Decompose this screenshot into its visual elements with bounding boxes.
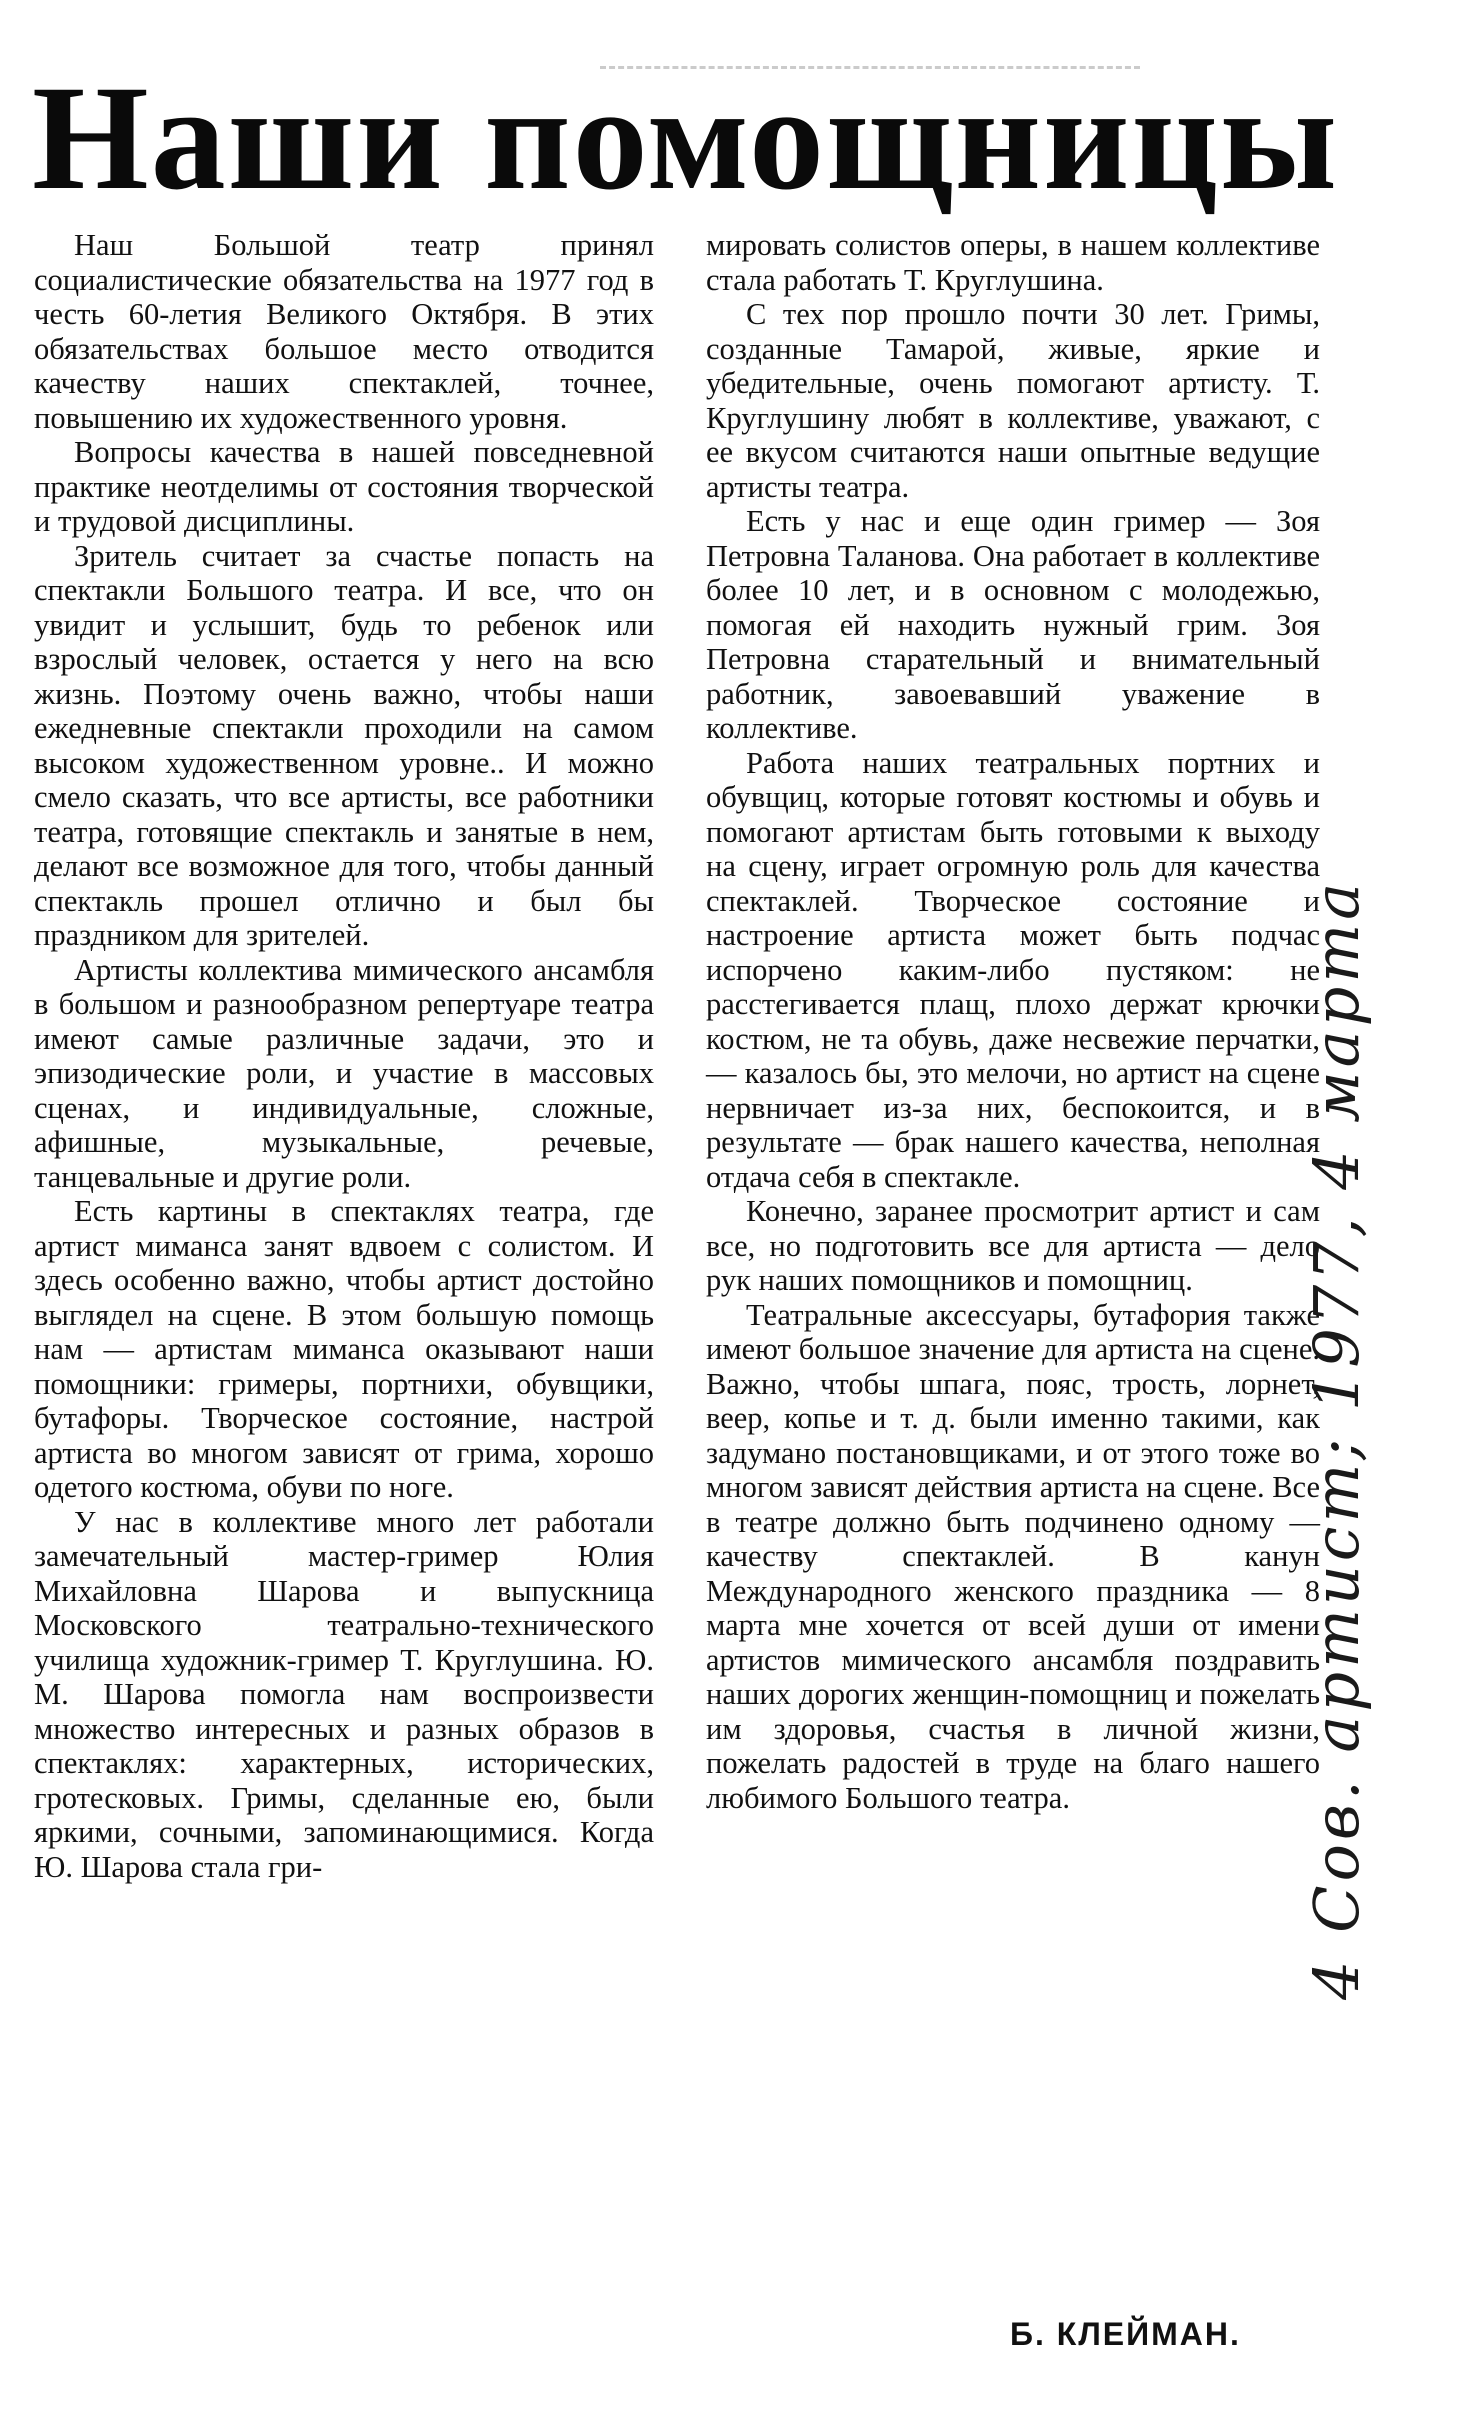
article-headline: Наши помощницы — [32, 55, 1340, 221]
paragraph: мировать солистов оперы, в нашем коллективе стала работать Т. Круглушина. — [706, 228, 1320, 297]
paragraph: Зритель считает за счастье попасть на спектакли Большого театра. И все, что он увидит и услышит, будь то ребенок или взрослый человек, остается у него на всю жизнь. Поэтому очень важно, чтобы наши ежедневные спектакли проходили на самом высоком художественном уровне.. И можно смело сказать, что все артисты, все работники театра, готовящие спектакль и занятые в нем, делают все возможное для того, чтобы данный спектакль прошел отлично и был бы праздником для зрителей. — [34, 538, 654, 952]
paragraph: Артисты коллектива мимического ансамбля в большом и разнообразном репертуаре театра имеют самые различные задачи, это и эпизодические роли, и участие в массовых сценах, и индивидуальные, сложные, афишные, музыкальные, речевые, танцевальные и другие роли. — [34, 952, 654, 1194]
paragraph: Есть у нас и еще один гример — Зоя Петровна Таланова. Она работает в коллективе более 10 лет, и в основном с молодежью, помогая ей находить нужный грим. Зоя Петровна старательный и внимательный работник, завоевавший уважение в коллективе. — [706, 504, 1320, 745]
paragraph: Есть картины в спектаклях театра, где артист миманса занят вдвоем с солистом. И здесь особенно важно, чтобы артист достойно выглядел на сцене. В этом большую помощь нам — артистам миманса оказывают наши помощники: гримеры, портнихи, обувщики, бутафоры. Творческое состояние, настрой артиста во многом зависят от грима, хорошо одетого костюма, обуви по ноге. — [34, 1194, 654, 1504]
right-column — [706, 228, 1320, 1815]
paragraph: Театральные аксессуары, бутафория также имеют большое значение для артиста на сцене. Важно, чтобы шпага, пояс, трость, лорнет, веер, копье и т. д. были именно такими, как задумано постановщиками, и от этого тоже во многом зависят действия артиста на сцене. Все в театре должно быть подчинено одному — качеству спектаклей. В канун Международного женского праздника — 8 марта мне хочется от всей души от имени артистов мимического ансамбля поздравить наших дорогих женщин-помощниц и пожелать им здоровья, счастья в личной жизни, пожелать радостей в труде на благо нашего любимого Большого театра. — [706, 1297, 1320, 1815]
handwritten-source-note: 4 Сов. артист; 1977, 4 марта — [1300, 878, 1373, 2000]
paragraph: У нас в коллективе много лет работали замечательный мастер-гример Юлия Михайловна Шарова и выпускница Московского театрально-технического училища художник-гример Т. Круглушина. Ю. М. Шарова помогла нам воспроизвести множество интересных и разных образов в спектаклях: характерных, исторических, гротесковых. Гримы, сделанные ею, были яркими, сочными, запоминающимися. Когда Ю. Шарова стала гри- — [34, 1504, 654, 1884]
paragraph: С тех пор прошло почти 30 лет. Гримы, созданные Тамарой, живые, яркие и убедительные, очень помогают артисту. Т. Круглушину любят в коллективе, уважают, с ее вкусом считаются наши опытные ведущие артисты театра. — [706, 297, 1320, 504]
paragraph: Работа наших театральных портних и обувщиц, которые готовят костюмы и обувь и помогают артистам быть готовыми к выходу на сцену, играет огромную роль для качества спектаклей. Творческое состояние и настроение артиста может быть подчас испорчено каким-либо пустяком: не расстегивается плащ, плохо держат крючки костюм, не та обувь, даже несвежие перчатки, — казалось бы, это мелочи, но артист на сцене нервничает из-за них, беспокоится, и в результате — брак нашего качества, неполная отдача себя в спектакле. — [706, 745, 1320, 1194]
author-signature: Б. КЛЕЙМАН. — [1010, 2316, 1241, 2352]
paragraph: Наш Большой театр принял социалистические обязательства на 1977 год в честь 60-летия Великого Октября. В этих обязательствах большое место отводится качеству наших спектаклей, точнее, повышению их художественного уровня. — [34, 228, 654, 435]
left-column — [34, 228, 654, 1884]
paragraph: Конечно, заранее просмотрит артист и сам все, но подготовить все для артиста — дело рук наших помощников и помощниц. — [706, 1194, 1320, 1297]
paragraph: Вопросы качества в нашей повседневной практике неотделимы от состояния творческой и трудовой дисциплины. — [34, 435, 654, 538]
